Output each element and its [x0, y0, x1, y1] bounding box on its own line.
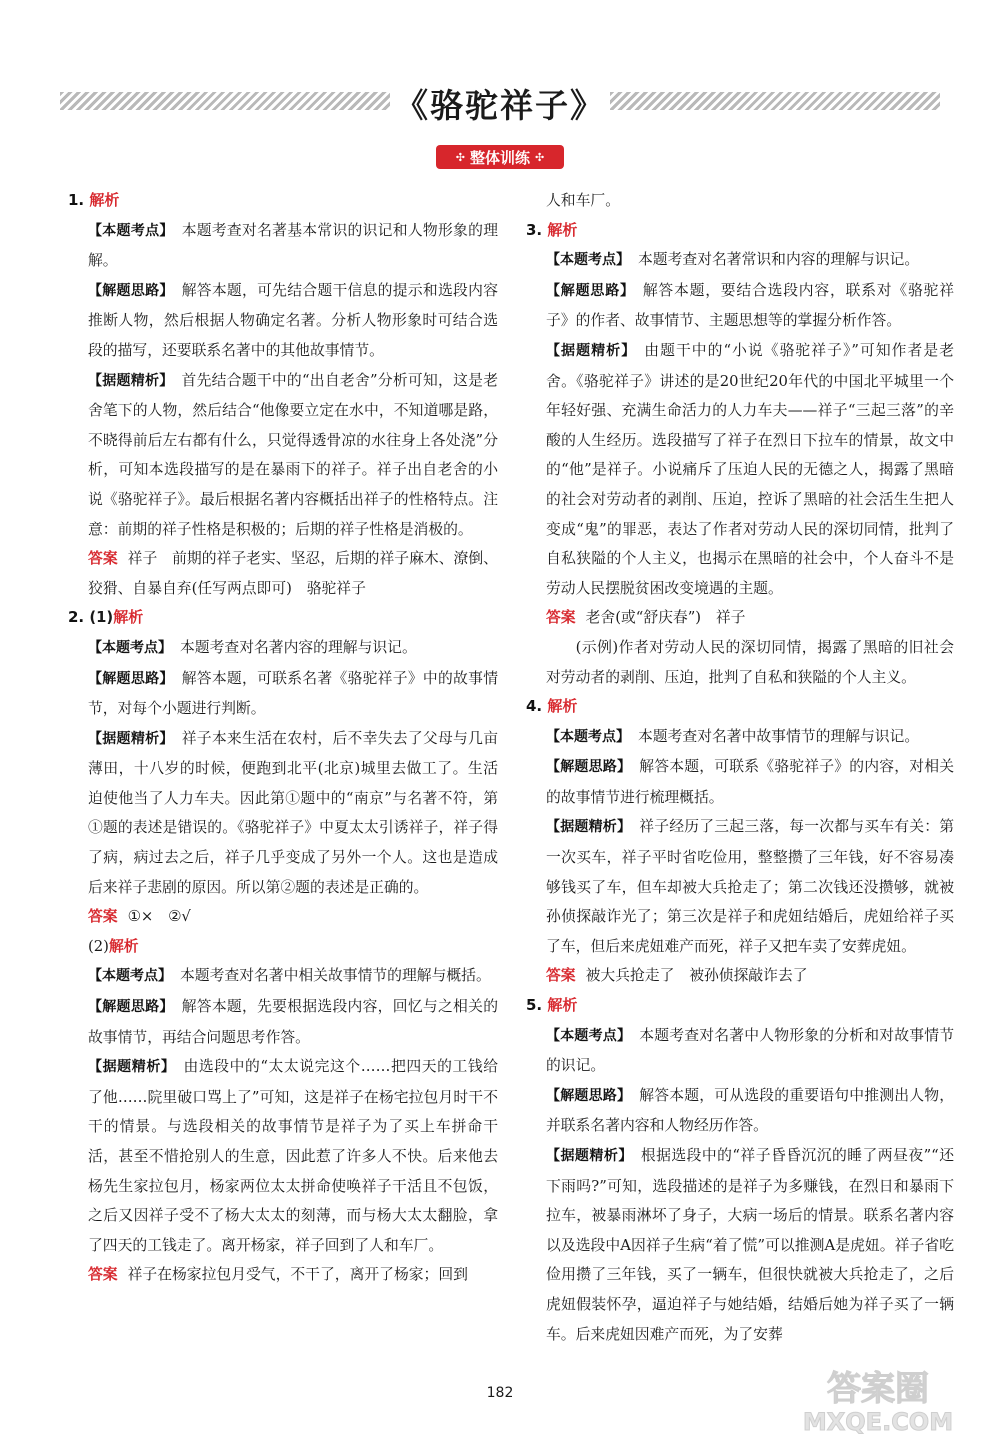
question-number: 3. [526, 220, 543, 239]
detailed-analysis: 【据题精析】 由题干中的“小说《骆驼祥子》”可知作者是老舍。《骆驼祥子》讲述的是20世纪20年代的中国北平城里一个年轻好强、充满生命活力的人力车夫——祥子“三起三落”的辛酸的人生经历。选段描写了祥子在烈日下拉车的情景，故文中的“他”是祥子。小说痛斥了压迫人民的无德之人，揭露了黑暗的社会对劳动者的剥削、压迫，控诉了黑暗的社会活生生把人变成“鬼”的罪恶，表达了作者对劳动人民的深切同情，批判了自私狭隘的个人主义，也揭示在黑暗的社会中，个人奋斗不是劳动人民摆脱贫困改变境遇的主题。 [546, 341, 955, 597]
answer: 答案 祥子 前期的祥子老实、坚忍，后期的祥子麻木、潦倒、狡猾、自暴自弃(任写两点即可) 骆驼祥子 [88, 550, 498, 597]
sparkle-icon: ✣ [535, 150, 545, 164]
answer: 答案 被大兵抢走了 被孙侦探敲诈去了 [546, 967, 808, 985]
exam-point: 【本题考点】 本题考查对名著中人物形象的分析和对故事情节的识记。 [546, 1026, 954, 1075]
left-column [68, 186, 498, 1290]
watermark-text: 答案圈 [827, 1369, 929, 1409]
analysis-label: 解析 [108, 937, 139, 955]
question-number: 4. [526, 697, 543, 716]
question-1 [68, 186, 498, 603]
question-5 [526, 991, 954, 1349]
answer: 答案 老舍(或“舒庆春”) 祥子 [546, 609, 746, 627]
analysis-label: 解析 [547, 220, 578, 239]
question-number: 5. [526, 996, 543, 1015]
section-label-text: 整体训练 [469, 148, 530, 167]
exam-point: 【本题考点】 本题考查对名著中相关故事情节的理解与概括。 [88, 967, 491, 985]
detailed-analysis: 【据题精析】 祥子经历了三起三落，每一次都与买车有关：第一次买车，祥子平时省吃俭用，整整攒了三年钱，好不容易凑够钱买了车，但车却被大兵抢走了；第二次钱还没攒够，就被孙侦探敲诈光了；第三次是祥子和虎妞结婚后，虎妞给祥子买了车，但后来虎妞难产而死，祥子又把车卖了安葬虎妞。 [546, 818, 954, 955]
page-title: 《骆驼祥子》 [395, 86, 605, 125]
continued-text: 人和车厂。 [546, 192, 620, 209]
question-2: 2. (1)解析 【本题考点】 本题考查对名著内容的理解与识记。 【解题思路】 解答本题，可联系名著《骆驼祥子》中的故事情节，对每个小题进行判断。 【据题精析】 祥子本来生活在农村，后不幸失去了父母与几亩薄田，十八岁的时候，便跑到北平(北京)城里去做工了。生活迫使他当了人力车夫。因此第①题中的“南京”与名著不符，第①题的表述是错误的。《骆驼祥子》中夏太太引诱祥子，祥子得了病，病过去之后，祥子几乎变成了另外一个人。这也是造成后来祥子悲剧的原因。所以第②题的表述是正确的。 答案 ①× ②√ (2)解析 【本题考点】 本题考查对名著中相关故事情节的理解与概括。 【解题思路】 解答本题，先要根据选段内容，回忆与之相关的故事情节，再结合问题思考作答。 【据题精析】 由选段中的“太太说完这个……把四天的工钱给了他……院里破口骂上了”可知，这是祥子在杨宅拉包月时干不干的情景。与选段相关的故事情节是祥子为了买上车拼命干活，甚至不惜抢别人的生意，因此惹了许多人不快。后来他去杨先生家拉包月，杨家两位太太拼命使唤祥子干活且不包饭，之后又因祥子受不了杨大太太的刻薄，而与杨大太太翻脸，拿了四天的工钱走了。离开杨家，祥子回到了人和车厂。 答案 祥子在杨家拉包月受气，不干了，离开了杨家；回到 [68, 603, 498, 1290]
answer-example: (示例)作者对劳动人民的深切同情，揭露了黑暗的旧社会对劳动者的剥削、压迫，批判了自私和狭隘的个人主义。 [546, 638, 954, 686]
detailed-analysis: 【据题精析】 首先结合题干中的“出自老舍”分析可知，这是老舍笔下的人物，然后结合“他像要立定在水中，不知道哪是路，不晓得前后左右都有什么，只觉得透骨凉的水往身上各处浇”分析，可知本选段描写的是在暴雨下的祥子。祥子出自老舍的小说《骆驼祥子》。最后根据名著内容概括出祥子的性格特点。注意：前期的祥子性格是积极的；后期的祥子性格是消极的。 [88, 371, 498, 538]
analysis-label: 解析 [113, 608, 144, 627]
watermark-url: MXQE.COM [802, 1408, 954, 1436]
solution-approach: 【解题思路】 解答本题，可先结合题干信息的提示和选段内容推断人物，然后根据人物确定名著。分析人物形象时可结合选段的描写，还要联系名著中的其他故事情节。 [88, 281, 499, 359]
solution-approach: 【解题思路】 解答本题，先要根据选段内容，回忆与之相关的故事情节，再结合问题思考作答。 [88, 998, 499, 1046]
title-band [60, 78, 940, 126]
title-decor-left [60, 92, 390, 110]
section-label [436, 145, 564, 169]
answer: 答案 ①× ②√ [88, 908, 191, 926]
page-number: 182 [486, 1385, 514, 1401]
analysis-label: 解析 [547, 996, 578, 1015]
exam-point: 【本题考点】 本题考查对名著常识和内容的理解与识记。 [546, 251, 920, 269]
analysis-label: 解析 [547, 697, 578, 716]
question-number: 2. [68, 608, 85, 627]
solution-approach: 【解题思路】 解答本题，要结合选段内容，联系对《骆驼祥子》的作者、故事情节、主题思想等的掌握分析作答。 [546, 281, 954, 330]
title-decor-right [610, 92, 940, 110]
watermark-logo [778, 1362, 978, 1436]
detailed-analysis: 【据题精析】 根据选段中的“祥子昏昏沉沉的睡了两昼夜”“还下雨吗?”可知，选段描述的是祥子为多赚钱，在烈日和暴雨下拉车，被暴雨淋坏了身子，大病一场后的情景。联系名著内容以及选段中A因祥子生病“着了慌”可以推测A是虎妞。祥子省吃俭用攒了三年钱，买了一辆车，但很快就被大兵抢走了，之后虎妞假装怀孕，逼迫祥子与她结婚，结婚后她为祥子买了一辆车。后来虎妞因难产而死，为了安葬 [546, 1147, 954, 1343]
solution-approach: 【解题思路】 解答本题，可联系《骆驼祥子》的内容，对相关的故事情节进行梳理概括。 [546, 758, 954, 806]
right-column [526, 186, 954, 1349]
exam-point: 【本题考点】 本题考查对名著基本常识的识记和人物形象的理解。 [88, 221, 499, 270]
question-number: 1. [68, 191, 85, 209]
question-3 [526, 216, 954, 693]
answer: 答案 祥子在杨家拉包月受气，不干了，离开了杨家；回到 [88, 1266, 468, 1284]
detailed-analysis: 【据题精析】 由选段中的“太太说完这个……把四天的工钱给了他……院里破口骂上了”可知，这是祥子在杨宅拉包月时干不干的情景。与选段相关的故事情节是祥子为了买上车拼命干活，甚至不惜抢别人的生意，因此惹了许多人不快。后来他去杨先生家拉包月，杨家两位太太拼命使唤祥子干活且不包饭，之后又因祥子受不了杨大太太的刻薄，而与杨大太太翻脸，拿了四天的工钱走了。离开杨家，祥子回到了人和车厂。 [88, 1058, 498, 1254]
sparkle-icon: ✣ [455, 150, 465, 164]
solution-approach: 【解题思路】 解答本题，可从选段的重要语句中推测出人物，并联系名著内容和人物经历作答。 [546, 1086, 954, 1135]
detailed-analysis: 【据题精析】 祥子本来生活在农村，后不幸失去了父母与几亩薄田，十八岁的时候，便跑到北平(北京)城里去做工了。生活迫使他当了人力车夫。因此第①题中的“南京”与名著不符，第①题的表述是错误的。《骆驼祥子》中夏太太引诱祥子，祥子得了病，病过去之后，祥子几乎变成了另外一个人。这也是造成后来祥子悲剧的原因。所以第②题的表述是正确的。 [88, 729, 499, 896]
exam-point: 【本题考点】 本题考查对名著内容的理解与识记。 [88, 638, 417, 656]
solution-approach: 【解题思路】 解答本题，可联系名著《骆驼祥子》中的故事情节，对每个小题进行判断。 [88, 669, 499, 718]
question-4 [526, 692, 954, 991]
analysis-label: 解析 [89, 191, 120, 209]
exam-point: 【本题考点】 本题考查对名著中故事情节的理解与识记。 [546, 727, 920, 745]
